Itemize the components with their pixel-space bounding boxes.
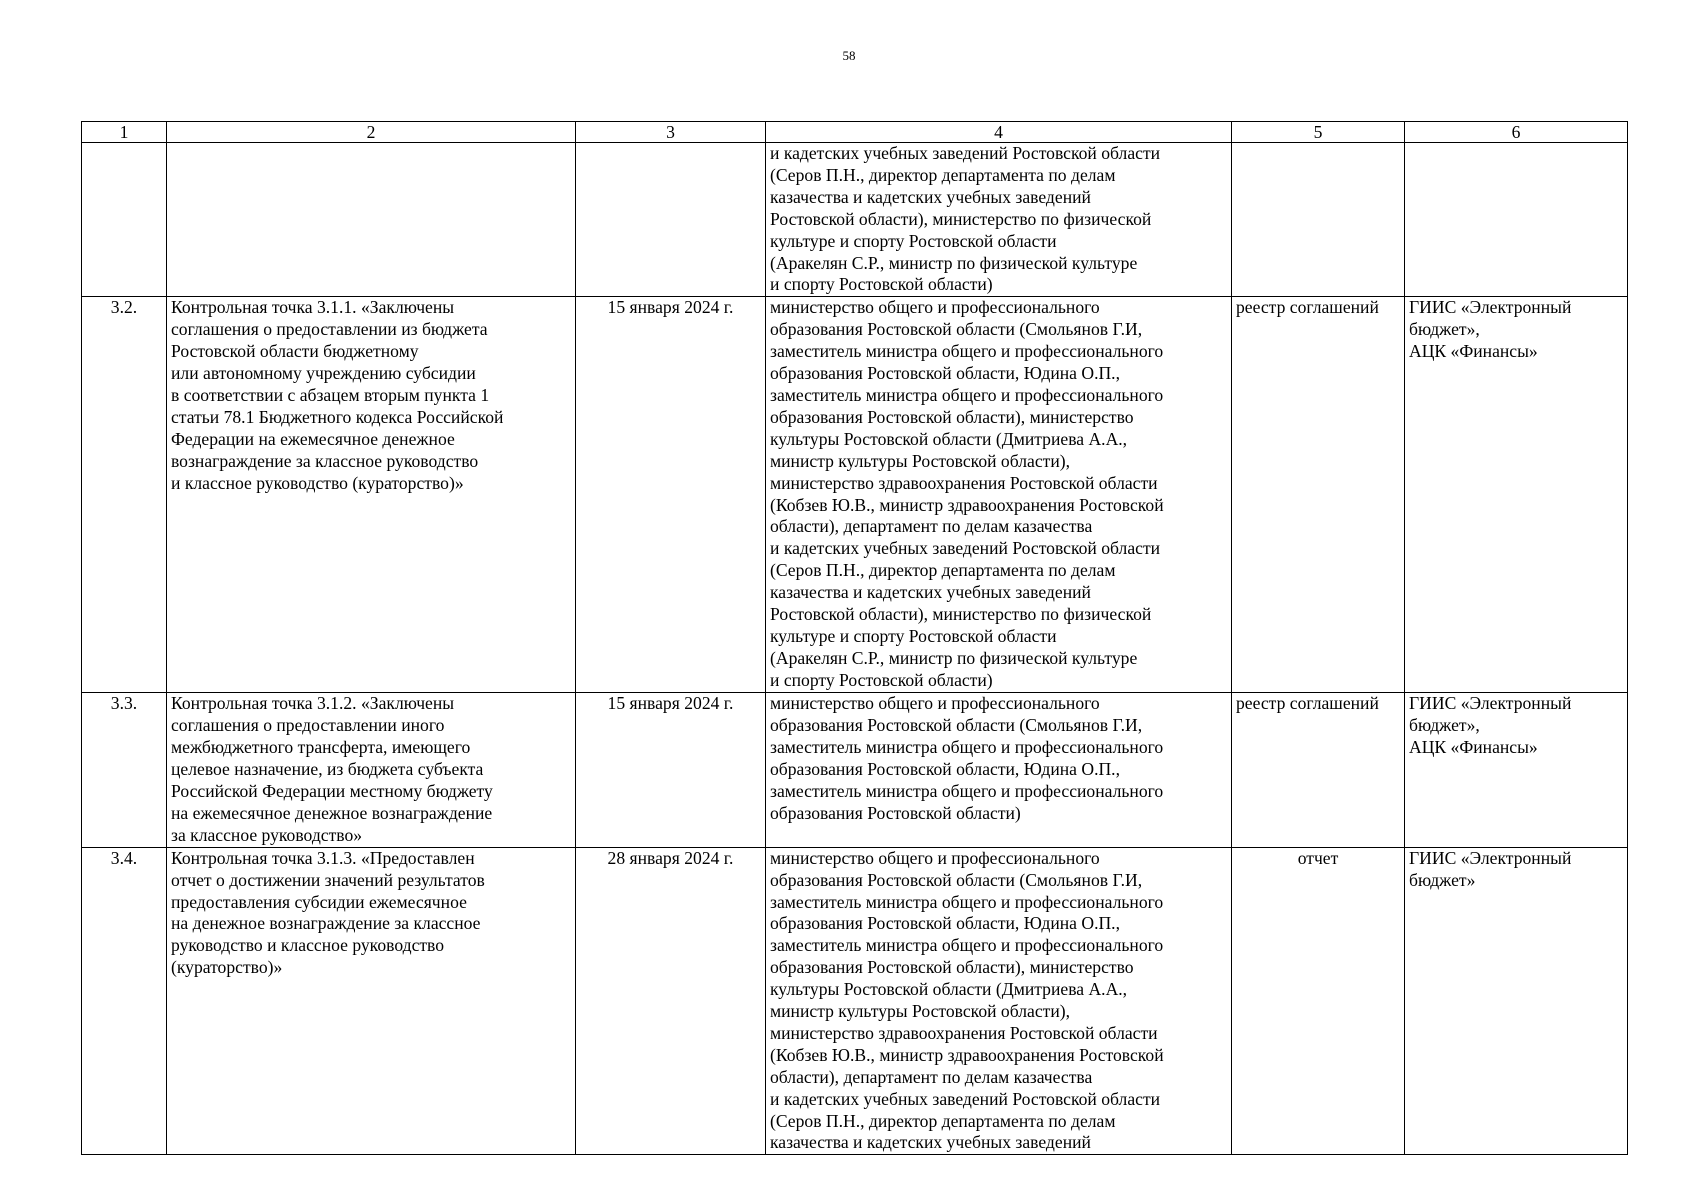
table-row [82, 847, 1628, 1155]
column-header-4: 4 [766, 122, 1232, 143]
deadline-cell: 15 января 2024 г. [576, 297, 766, 693]
control-point-title-cell: Контрольная точка 3.1.1. «Заключены соглашения о предоставлении из бюджета Ростовской области бюджетному или автономному учреждению субсидии в соответствии с абзацем вторым пункта 1 статьи 78.1 Бюджетного кодекса Российской Федерации на ежемесячное денежное вознаграждение за классное руководство и классное руководство (кураторство)» [167, 297, 576, 693]
table-row [82, 693, 1628, 847]
responsible-cell: министерство общего и профессионального образования Ростовской области (Смольянов Г.И, заместитель министра общего и профессионального образования Ростовской области, Юдина О.П., заместитель министра общего и профессионального образования Ростовской области), министерство культуры Ростовской области (Дмитриева А.А., министр культуры Ростовской области), министерство здравоохранения Ростовской области (Кобзев Ю.В., министр здравоохранения Ростовской области), департамент по делам казачества и кадетских учебных заведений Ростовской области (Серов П.Н., директор департамента по делам казачества и кадетских учебных заведений Ростовской области), министерство по физической культуре и спорту Ростовской области (Аракелян С.Р., министр по физической культуре и спорту Ростовской области) [766, 297, 1232, 693]
column-number-row [82, 122, 1628, 143]
deadline-cell: 28 января 2024 г. [576, 847, 766, 1155]
row-number-cell [82, 143, 167, 297]
information-system-cell: ГИИС «Электронный бюджет», АЦК «Финансы» [1405, 693, 1628, 847]
control-point-title-cell [167, 143, 576, 297]
row-number-cell: 3.4. [82, 847, 167, 1155]
column-header-5: 5 [1232, 122, 1405, 143]
control-point-title-cell: Контрольная точка 3.1.3. «Предоставлен отчет о достижении значений результатов предоставления субсидии ежемесячное на денежное вознаграждение за классное руководство и классное руководство (кураторство)» [167, 847, 576, 1155]
control-points-table [81, 121, 1628, 1155]
responsible-cell: и кадетских учебных заведений Ростовской области (Серов П.Н., директор департамента по делам казачества и кадетских учебных заведений Ростовской области), министерство по физической культуре и спорту Ростовской области (Аракелян С.Р., министр по физической культуре и спорту Ростовской области) [766, 143, 1232, 297]
information-system-cell: ГИИС «Электронный бюджет», АЦК «Финансы» [1405, 297, 1628, 693]
column-header-3: 3 [576, 122, 766, 143]
control-point-title-cell: Контрольная точка 3.1.2. «Заключены соглашения о предоставлении иного межбюджетного трансферта, имеющего целевое назначение, из бюджета субъекта Российской Федерации местному бюджету на ежемесячное денежное вознаграждение за классное руководство» [167, 693, 576, 847]
information-system-cell [1405, 143, 1628, 297]
row-number-cell: 3.2. [82, 297, 167, 693]
deadline-cell: 15 января 2024 г. [576, 693, 766, 847]
deadline-cell [576, 143, 766, 297]
document-type-cell [1232, 143, 1405, 297]
document-type-cell: реестр соглашений [1232, 693, 1405, 847]
column-header-2: 2 [167, 122, 576, 143]
document-type-cell: отчет [1232, 847, 1405, 1155]
table-row [82, 297, 1628, 693]
document-type-cell: реестр соглашений [1232, 297, 1405, 693]
table-row-continuation [82, 143, 1628, 297]
row-number-cell: 3.3. [82, 693, 167, 847]
information-system-cell: ГИИС «Электронный бюджет» [1405, 847, 1628, 1155]
page-number: 58 [842, 48, 856, 63]
column-header-6: 6 [1405, 122, 1628, 143]
responsible-cell: министерство общего и профессионального образования Ростовской области (Смольянов Г.И, заместитель министра общего и профессионального образования Ростовской области, Юдина О.П., заместитель министра общего и профессионального образования Ростовской области) [766, 693, 1232, 847]
responsible-cell: министерство общего и профессионального образования Ростовской области (Смольянов Г.И, заместитель министра общего и профессионального образования Ростовской области, Юдина О.П., заместитель министра общего и профессионального образования Ростовской области), министерство культуры Ростовской области (Дмитриева А.А., министр культуры Ростовской области), министерство здравоохранения Ростовской области (Кобзев Ю.В., министр здравоохранения Ростовской области), департамент по делам казачества и кадетских учебных заведений Ростовской области (Серов П.Н., директор департамента по делам казачества и кадетских учебных заведений [766, 847, 1232, 1155]
column-header-1: 1 [82, 122, 167, 143]
